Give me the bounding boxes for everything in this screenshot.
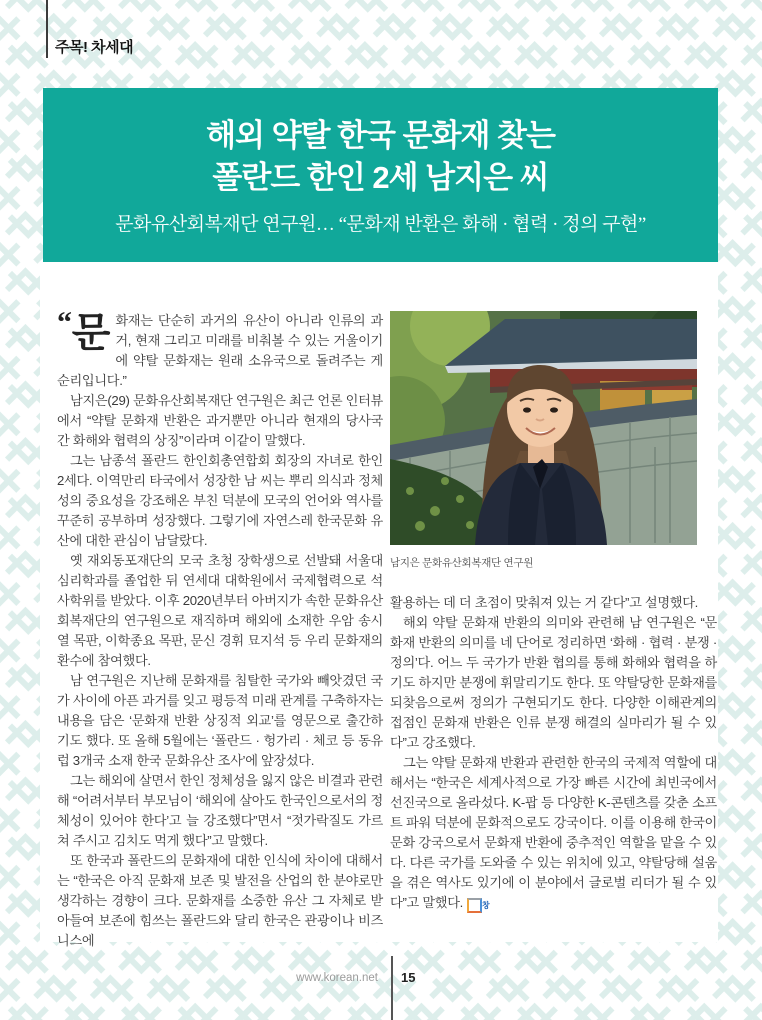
article-column-right — [390, 311, 717, 913]
article-column-left — [57, 306, 384, 951]
paragraph: 또 한국과 폴란드의 문화재에 대한 인식에 차이에 대해서는 “한국은 아직 문화재 보존 및 발전을 산업의 한 분야로만 생각하는 경향이 크다. 문화재를 소중한 유산 그 자체로 받아들여 보존에 힘쓰는 폴란드와 달리 한국은 관광이나 비즈니스에 — [57, 853, 383, 948]
paragraph: 그는 해외에 살면서 한인 정체성을 잃지 않은 비결과 관련해 “어려서부터 부모님이 ‘해외에 살아도 한국인으로서의 정체성이 있어야 한다’고 늘 강조했다”면서 “젓가락질도 가르쳐 주시고 김치도 먹게 했다”고 말했다. — [57, 773, 384, 848]
lead-text: 화재는 단순히 과거의 유산이 아니라 인류의 과거, 현재 그리고 미래를 비춰볼 수 있는 거울이기에 약탈 문화재는 원래 소유국으로 돌려주는 게 순리입니다.” — [57, 313, 383, 388]
open-quote-mark: “ — [57, 306, 72, 339]
drop-cap: 문 — [71, 311, 109, 355]
drop-cap-block — [57, 306, 109, 355]
profile-photo — [390, 311, 697, 545]
footer-url: www.korean.net — [296, 972, 378, 984]
page-number: 15 — [401, 970, 416, 985]
article-body — [40, 262, 718, 948]
paragraph: 해외 약탈 문화재 반환의 의미와 관련해 남 연구원은 “문화재 반환의 의미를 네 단어로 정리하면 ‘화해 · 협력 · 분쟁 · 정의’다. 어느 두 국가가 반환 협의를 통해 화해와 협력을 하기도 하지만 분쟁에 휘말리기도 한다. 또 약탈당한 문화재를 되찾음으로써 정의가 구현되기도 한다. 다양한 이해관계의 접점인 문화재 반환은 인류 분쟁 해결의 실마리가 될 수 있다”고 강조했다. — [390, 615, 717, 750]
paragraph: 남지은(29) 문화유산회복재단 연구원은 최근 언론 인터뷰에서 “약탈 문화재 반환은 과거뿐만 아니라 현재의 당사국 간 화해와 협력의 상징”이라며 이같이 말했다. — [57, 393, 383, 448]
paragraph: 활용하는 데 더 초점이 맞춰져 있는 거 같다”고 설명했다. — [390, 595, 699, 610]
section-label: 주목! 차세대 — [55, 39, 134, 56]
magazine-end-mark: 창 — [467, 898, 482, 913]
headline-box — [43, 88, 718, 262]
paragraph — [390, 753, 717, 913]
article-subtitle: 문화유산회복재단 연구원… “문화재 반환은 화해 · 협력 · 정의 구현” — [115, 213, 646, 235]
paragraph: 옛 재외동포재단의 모국 초청 장학생으로 선발돼 서울대 심리학과를 졸업한 뒤 연세대 대학원에서 국제협력으로 석사학위를 받았다. 이후 2020년부터 아버지가 속한 문화유산회복재단의 연구원으로 재직하며 해외에 소재한 우암 송시열 목판, 이학종요 목판, 문신 경휘 묘지석 등 우리 문화재의 환수에 참여했다. — [57, 553, 383, 668]
photo-caption: 남지은 문화유산회복재단 연구원 — [390, 557, 534, 569]
label-rule — [46, 0, 48, 58]
article-title-line2: 폴란드 한인 2세 남지은 씨 — [212, 159, 549, 195]
paragraph: 그는 남종석 폴란드 한인회총연합회 회장의 자녀로 한인 2세다. 이역만리 타국에서 성장한 남 씨는 뿌리 의식과 정체성의 중요성을 강조해온 부친 덕분에 모국의 언어와 역사를 꾸준히 공부하며 성장했다. 그렇기에 자연스레 한국문화 유산에 대한 관심이 남달랐다. — [57, 453, 383, 548]
profile-photo-illustration — [390, 311, 697, 545]
paragraph: 남 연구원은 지난해 문화재를 침탈한 국가와 빼앗겼던 국가 사이에 아픈 과거를 잊고 평등적 미래 관계를 구축하자는 내용을 담은 ‘문화재 반환 상징적 외교’를 영문으로 출간하기도 했다. 또 올해 5월에는 ‘폴란드 · 헝가리 · 체코 등 동유럽 3개국 소재 한국 문화유산 조사’에 앞장섰다. — [57, 673, 383, 768]
footer-divider — [391, 956, 393, 1020]
paragraph-text: 그는 약탈 문화재 반환과 관련한 한국의 국제적 역할에 대해서는 “한국은 세계사적으로 가장 빠른 시간에 최빈국에서 선진국으로 올라섰다. K-팝 등 다양한 K-콘텐츠를 갖춘 소프트 파워 덕분에 문화적으로도 강국이다. 이를 이용해 한국이 문화 강국으로서 문화재 반환에 중추적인 역할을 맡을 수 있다. 다른 국가를 도와줄 수 있는 위치에 있고, 약탈당해 설움을 겪은 역사도 있기에 이 분야에서 글로벌 리더가 될 수 있다”고 말했다. — [390, 755, 717, 910]
article-title-line1: 해외 약탈 한국 문화재 찾는 — [206, 117, 555, 153]
lead-paragraph — [57, 306, 383, 391]
